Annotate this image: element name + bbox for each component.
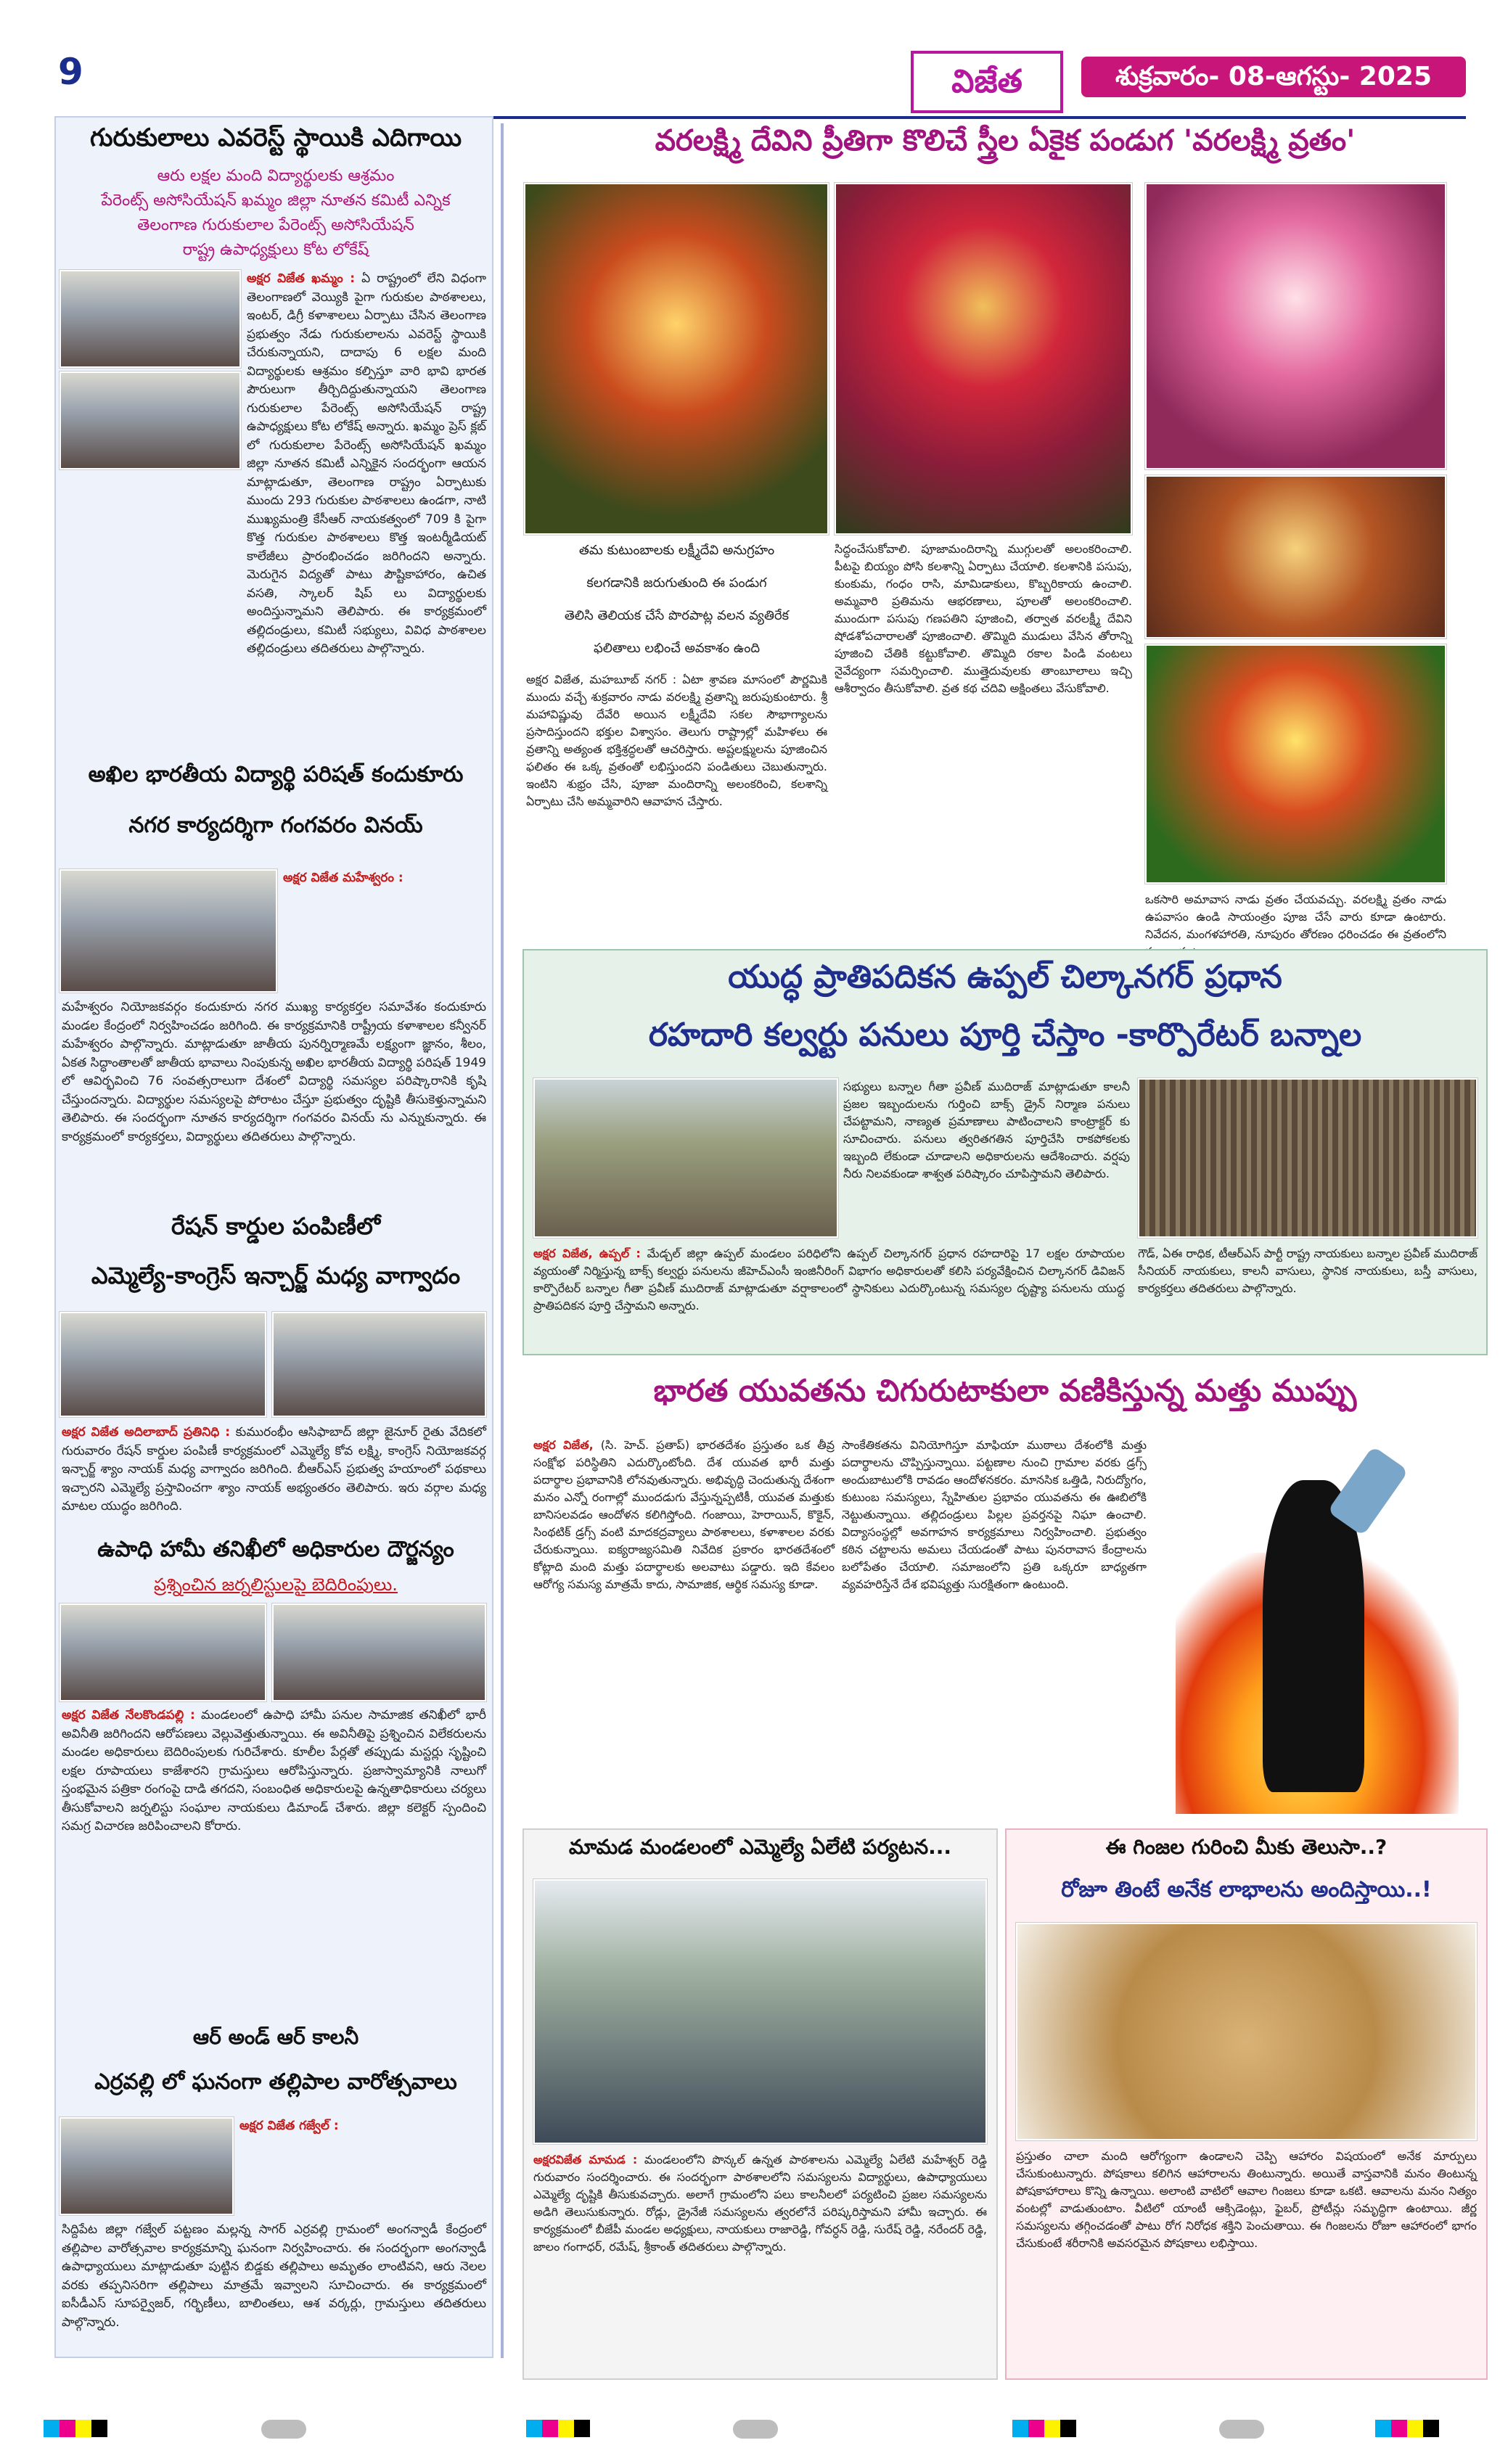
culvert-site-photo-2 [1138, 1078, 1478, 1238]
registration-mark-2 [526, 2420, 590, 2437]
seeds-body: ప్రస్తుతం చాలా మంది ఆరోగ్యంగా ఉండాలని చెప్పి ఆహారం విషయంలో అనేక మార్పులు చేసుకుంటున్నారు. పోషకాలు కలిగిన ఆహారాలను తింటున్నారు. అయితే వాస్తవానికి మనం తింటున్న పోషకాహారాలు కొన్ని ఉన్నాయి. అలాంటి వాటిలో ఆవాల గింజలు కూడా ఒకటి. ఆవాలను మనం నిత్యం వంటల్లో వాడుతుంటాం. వీటిలో యాంటీ ఆక్సిడెంట్లు, ఫైబర్, ప్రోటీన్లు సమృద్ధిగా ఉంటాయి. జీర్ణ సమస్యలను తగ్గించడంతో పాటు రోగ నిరోధక శక్తిని పెంచుతాయి. ఈ గింజలను రోజూ ఆహారంలో భాగం చేసుకుంటే శరీరానికి అవసరమైన పోషకాలు లభిస్తాయి. [1016, 2149, 1477, 2250]
story-abvp-text: మహేశ్వరం నియోజకవర్గం కందుకూరు నగర ముఖ్య కార్యకర్తల సమావేశం కందుకూరు మండల కేంద్రంలో నిర్వహించడం జరిగింది. ఈ కార్యక్రమానికి రాష్ట్రీయ కళాశాలల కన్వీనర్ మహేశ్వరం పాల్గొన్నారు. మాట్లాడుతూ జాతీయ పునర్నిర్మాణమే లక్ష్యంగా జ్ఞానం, శీలం, ఏకత సిద్ధాంతాలతో జాతీయ భావాలు నింపుకున్న అఖిల భారతీయ విద్యార్థి పరిషత్ 1949 లో ఆవిర్భవించి 76 సంవత్సరాలుగా దేశంలో విద్యార్థి సమస్యల పరిష్కారానికి కృషి చేస్తుందన్నారు. విద్యార్థుల సమస్యలపై పోరాటం చేస్తూ ప్రభుత్వం దృష్టికి తీసుకెళ్తున్నామని తెలిపారు. ఈ సందర్భంగా నూతన కార్యదర్శిగా గంగవరం వినయ్ ను ఎన్నుకున్నారు. ఈ కార్యక్రమంలో కార్యకర్తలు, విద్యార్థులు తదితరులు పాల్గొన్నారు. [62, 1000, 486, 1144]
varalakshmi-banner [522, 109, 1488, 173]
story-gurukulalu-dateline: అక్షర విజేత ఖమ్మం : [247, 271, 356, 286]
story-gurukulalu-sub-3: తెలంగాణ గురుకులాల పేరెంట్స్ అసోసియేషన్ [137, 216, 414, 234]
column-divider [501, 123, 504, 2358]
pooja-body-a: అక్షర విజేత, మహబూబ్ నగర్ : ఏటా శ్రావణ మాసంలో పౌర్ణమికి ముందు వచ్చే శుక్రవారం నాడు వరలక్ష్మి వ్రతాన్ని జరుపుకుంటారు. శ్రీ మహావిష్ణువు దేవేరి అయిన లక్ష్మీదేవి సకల సౌభాగ్యాలను ప్రసాదిస్తుందని భక్తుల విశ్వాసం. తెలుగు రాష్ట్రాల్లో మహిళలు ఈ వ్రతాన్ని అత్యంత భక్తిశ్రద్ధలతో ఆచరిస్తారు. అష్టలక్ష్ములను పూజించిన ఫలితం ఈ ఒక్క వ్రతంతో లభిస్తుందని పండితులు చెబుతున్నారు. ఇంటిని శుభ్రం చేసి, పూజా మందిరాన్ని అలంకరించి, కలశాన్ని ఏర్పాటు చేసి అమ్మవారిని ఆవాహన చేస్తారు. [526, 673, 827, 808]
culvert-body-a: మేడ్చల్ జిల్లా ఉప్పల్ మండలం పరిధిలోని ఉప్పల్ చిల్కానగర్ ప్రధాన రహదారిపై 17 లక్షల రూపాయల వ్యయంతో నిర్మిస్తున్న బాక్స్ కల్వర్టు పనులను జీహెచ్ఎంసీ ఇంజినీరింగ్ విభాగం అధికారులతో కలిసి పర్యవేక్షించిన చిల్కానగర్ డివిజన్ కార్పొరేటర్ బన్నాల గీతా ప్రవీణ్ ముదిరాజ్ మాట్లాడుతూ వర్షాకాలంలో స్థానికులు ఎదుర్కొంటున్న సమస్యల దృష్ట్యా పనులను యుద్ధ ప్రాతిపదికన పూర్తి చేస్తామని అన్నారు. [533, 1247, 1125, 1313]
story-gurukulalu-sub-4: రాష్ట్ర ఉపాధ్యక్షులు కోట లోకేష్ [182, 241, 369, 259]
mla-visit-photo [533, 1879, 987, 2144]
story-upadhi-text: మండలంలో ఉపాధి హామీ పనుల సామాజిక తనిఖీలో భారీ అవినీతి జరిగిందని ఆరోపణలు వెల్లువెత్తుతున్నాయి. ఈ అవినీతిపై ప్రశ్నించిన విలేకరులను మండల అధికారులు బెదిరింపులకు గురిచేశారు. కూలీల పేర్లతో తప్పుడు మస్టర్లు సృష్టించి లక్షల రూపాయలు కాజేశారని గ్రామస్తులు ఆరోపిస్తున్నారు. ప్రజాస్వామ్యానికి నాలుగో స్తంభమైన పత్రికా రంగంపై దాడి తగదని, సంబంధిత అధికారులపై ఉన్నతాధికారులు చర్యలు తీసుకోవాలని జర్నలిస్టు సంఘాల నాయకులు డిమాండ్ చేశారు. జిల్లా కలెక్టర్ స్పందించి సమగ్ర విచారణ జరిపించాలని కోరారు. [62, 1708, 487, 1833]
story-upadhi-sub: ప్రశ్నించిన జర్నలిస్టులపై బెదిరింపులు. [154, 1574, 398, 1595]
pooja-caption-line-2: కలగడానికి జరుగుతుంది ఈ పండుగ [586, 575, 767, 591]
registration-mark-1 [44, 2420, 107, 2437]
issue-date: శుక్రవారం- 08-ఆగస్టు- 2025 [1081, 57, 1466, 97]
upadhi-photo-1 [60, 1603, 266, 1701]
story-abvp-headline-1: అఖిల భారతీయ విద్యార్థి పరిషత్ కందుకూరు [88, 762, 464, 787]
drugs-headline: భారత యువతను చిగురుటాకులా వణికిస్తున్న మత్తు ముప్పు [653, 1373, 1357, 1408]
pooja-photo-2 [835, 183, 1132, 535]
story-abvp-dateline: అక్షర విజేత మహేశ్వరం : [283, 871, 403, 885]
pooja-caption-line-1: తమ కుటుంబాలకు లక్ష్మీదేవి అనుగ్రహం [578, 543, 775, 558]
pooja-caption-line-3: తెలిసి తెలియక చేసే పొరపాట్ల వలన వ్యతిరేక [564, 608, 790, 623]
mustard-seeds-photo [1016, 1923, 1477, 2140]
culvert-dateline: అక్షర విజేత, ఉప్పల్ : [533, 1247, 641, 1260]
story-ration-headline-2: ఎమ్మెల్యే-కాంగ్రెస్ ఇన్చార్జ్ మధ్య వాగ్వాదం [91, 1262, 461, 1289]
story-gurukulalu-headline: గురుకులాలు ఎవరెస్ట్ స్థాయికి ఎదిగాయి [89, 123, 462, 152]
story-abvp-headline-2: నగర కార్యదర్శిగా గంగవరం వినయ్ [128, 813, 423, 838]
registration-mark-4 [1375, 2420, 1439, 2437]
story-rr-colony-headline-2: ఎర్రవల్లి లో ఘనంగా తల్లిపాల వారోత్సవాలు [94, 2069, 457, 2095]
upadhi-photo-2 [272, 1603, 486, 1701]
pooja-caption-line-4: ఫలితాలు లభించే అవకాశం ఉంది [593, 641, 761, 656]
page-number: 9 [58, 51, 104, 102]
story-upadhi-dateline: అక్షర విజేత నేలకొండపల్లి : [62, 1708, 195, 1722]
story-gurukulalu-text: ఏ రాష్ట్రంలో లేని విధంగా తెలంగాణలో వెయ్యికి పైగా గురుకుల పాఠశాలలు, ఇంటర్, డిగ్రీ కళాశాలలు ఏర్పాటు చేసిన తెలంగాణ ప్రభుత్వం నేడు గురుకులాలను ఎవరెస్ట్ స్థాయికి చేరుకున్నాయని, దాదాపు 6 లక్షల మంది విద్యార్థులకు ఆశ్రమం కల్పిస్తూ వారి భావి భారత పౌరులుగా తీర్చిదిద్దుతున్నాయని తెలంగాణ గురుకులాల పేరెంట్స్ అసోసియేషన్ రాష్ట్ర ఉపాధ్యక్షులు కోట లోకేష్ అన్నారు. ఖమ్మం ప్రెస్ క్లబ్ లో గురుకులాల పేరెంట్స్ అసోసియేషన్ ఖమ్మం జిల్లా నూతన కమిటీ ఎన్నికైన సందర్భంగా ఆయన మాట్లాడుతూ, తెలంగాణ రాష్ట్రం ఏర్పాటుకు ముందు 293 గురుకుల పాఠశాలలు ఉండగా, నాటి ముఖ్యమంత్రి కేసీఆర్ నాయకత్వంలో 709 కి పైగా కొత్త గురుకుల పాఠశాలలు కొత్త ఇంటర్మీడియట్ కాలేజీలు ప్రారంభించడం జరిగిందని అన్నారు. మెరుగైన విద్యతో పాటు పౌష్టికాహారం, ఉచిత వసతి, స్కాలర్ షిప్ లు విద్యార్థులకు అందిస్తున్నామని తెలిపారు. ఈ కార్యక్రమంలో తల్లిదండ్రులు, కమిటీ సభ్యులు, వివిధ పాఠశాలల తల్లిదండ్రులు తదితరులు పాల్గొన్నారు. [247, 271, 487, 656]
press-club-photo-1 [60, 270, 241, 368]
ration-card-photo-1 [60, 1312, 266, 1417]
culvert-body [533, 1245, 1125, 1350]
story-upadhi-body [62, 1707, 486, 2011]
culvert-site-photo-1 [533, 1078, 838, 1238]
drugs-body-a-block [533, 1437, 835, 1814]
drugs-body-b: సాంకేతికతను వినియోగిస్తూ మాఫియా ముఠాలు దేశంలోకి మత్తు పదార్థాలను చొప్పిస్తున్నాయి. పట్టణాల నుంచి గ్రామాల వరకు డ్రగ్స్ అందుబాటులోకి రావడం ఆందోళనకరం. మానసిక ఒత్తిడి, నిరుద్యోగం, కుటుంబ సమస్యలు, స్నేహితుల ప్రభావం యువతను ఈ ఊబిలోకి నెట్టుతున్నాయి. తల్లిదండ్రులు పిల్లల ప్రవర్తనపై నిఘా ఉంచాలి. విద్యాసంస్థల్లో అవగాహన కార్యక్రమాలు నిర్వహించాలి. ప్రభుత్వం కఠిన చట్టాలను అమలు చేయడంతో పాటు పునరావాస కేంద్రాలను బలోపేతం చేయాలి. సమాజంలోని ప్రతి ఒక్కరూ బాధ్యతగా వ్యవహరిస్తేనే దేశ భవిష్యత్తు సురక్షితంగా ఉంటుంది. [842, 1438, 1147, 1591]
story-rr-colony-headline-1: ఆర్ అండ్ ఆర్ కాలనీ [192, 2025, 359, 2049]
story-gurukulalu-sub-2: పేరెంట్స్ అసోసియేషన్ ఖమ్మం జిల్లా నూతన కమిటీ ఎన్నిక [101, 192, 451, 210]
pooja-photo-5 [1145, 644, 1446, 884]
pooja-photo-3 [1145, 183, 1446, 469]
registration-pill-1 [261, 2420, 306, 2439]
story-rr-colony-text: సిద్దిపేట జిల్లా గజ్వేల్ పట్టణం మల్లన్న సాగర్ ఎర్రవల్లి గ్రామంలో అంగన్వాడీ కేంద్రంలో తల్లిపాల వారోత్సవాల కార్యక్రమాన్ని ఘనంగా నిర్వహించారు. ఈ సందర్భంగా అంగన్వాడీ ఉపాధ్యాయులు మాట్లాడుతూ పుట్టిన బిడ్డకు తల్లిపాలు అమృతం లాంటివని, ఆరు నెలల వరకు తప్పనిసరిగా తల్లిపాలు మాత్రమే ఇవ్వాలని సూచించారు. ఈ కార్యక్రమంలో ఐసీడీఎస్ సూపర్వైజర్, గర్భిణీలు, బాలింతలు, ఆశ వర్కర్లు, గ్రామస్తులు తదితరులు పాల్గొన్నారు. [62, 2222, 486, 2330]
drugs-illustration [1154, 1437, 1480, 1814]
culvert-body-c: గౌడ్, ఏఈ రాధిక, టీఆర్ఎస్ పార్టీ రాష్ట్ర నాయకులు బన్నాల ప్రవీణ్ ముదిరాజ్ సీనియర్ నాయకులు, కాలనీ వాసులు, స్థానిక నాయకులు, బస్తీ వాసులు, కార్యకర్తలు తదితరులు పాల్గొన్నారు. [1138, 1247, 1478, 1295]
story-abvp-body [62, 890, 486, 1202]
pooja-body-c: ఒకసారి అమావాస నాడు వ్రతం చేయవచ్చు. వరలక్ష్మి వ్రతం నాడు ఉపవాసం ఉండి సాయంత్రం పూజ చేసే వారు కూడా ఉంటారు. నివేదన, మంగళహారతి, నూపురం తోరణం ధరించడం ఈ వ్రతంలోని [1145, 892, 1446, 941]
mamada-dateline: అక్షరవిజేత మామడ : [533, 2153, 638, 2167]
ration-card-photo-2 [272, 1312, 486, 1417]
varalakshmi-headline: వరలక్ష్మి దేవిని ప్రీతిగా కొలిచే స్త్రీల ఏకైక పండుగ 'వరలక్ష్మి వ్రతం' [655, 124, 1356, 157]
culvert-body-b: సభ్యులు బన్నాల గీతా ప్రవీణ్ ముదిరాజ్ మాట్లాడుతూ కాలనీ ప్రజల ఇబ్బందులను గుర్తించి బాక్స్ డ్రైన్ నిర్మాణ పనులు చేపట్టామని, నాణ్యత ప్రమాణాలు పాటించాలని కాంట్రాక్టర్ కు సూచించారు. పనులు త్వరితగతిన పూర్తిచేసి రాకపోకలకు ఇబ్బంది లేకుండా చూడాలని అధికారులను ఆదేశించారు. వర్షపు నీరు నిలవకుండా శాశ్వత పరిష్కారం చూపిస్తామని తెలిపారు. [843, 1080, 1130, 1180]
registration-pill-3 [1219, 2420, 1264, 2439]
culvert-headline-2: రహదారి కల్వర్టు పనులు పూర్తి చేస్తాం -కార్పొరేటర్ బన్నాల [648, 1017, 1362, 1054]
registration-pill-2 [733, 2420, 778, 2439]
story-ration-text: కుమురంభీం ఆసిఫాబాద్ జిల్లా జైనూర్ రైతు వేదికలో గురువారం రేషన్ కార్డుల పంపిణీ కార్యక్రమంలో ఎమ్మెల్యే కోవ లక్ష్మి, కాంగ్రెస్ నియోజకవర్గ ఇన్చార్జ్ శ్యాం నాయక్ మధ్య వాగ్వాదం జరిగింది. బీఆర్ఎస్ ప్రభుత్వ హయాంలో పథకాలు ఇచ్చారని ఎమ్మెల్యే ప్రస్తావించగా శ్యాం నాయక్ అభ్యంతరం తెలిపారు. ఇరు వర్గాల మధ్య మాటల యుద్ధం జరిగింది. [62, 1425, 486, 1514]
story-upadhi-headline: ఉపాధి హామీ తనిఖీలో అధికారుల దౌర్జన్యం [97, 1537, 454, 1562]
pooja-body-b: సిద్ధంచేసుకోవాలి. పూజామందిరాన్ని ముగ్గులతో అలంకరించాలి. పీటపై బియ్యం పోసి కలశాన్ని ఏర్పాటు చేయాలి. కలశానికి పసుపు, కుంకుమ, గంధం రాసి, మామిడాకులు, కొబ్బరికాయ ఉంచాలి. అమ్మవారి ప్రతిమను ఆభరణాలు, పూలతో అలంకరించాలి. ముందుగా పసుపు గణపతిని పూజించి, తర్వాత వరలక్ష్మీ దేవిని షోడశోపచారాలతో పూజించాలి. తొమ్మిది ముడులు వేసిన తోరాన్ని పూజించి చేతికి కట్టుకోవాలి. తొమ్మిది రకాల పిండి వంటలు నైవేద్యంగా సమర్పించాలి. ముత్తైదువులకు తాంబూలాలు ఇచ్చి ఆశీర్వాదం తీసుకోవాలి. వ్రత కథ చదివి అక్షింతలు వేసుకోవాలి. [835, 542, 1132, 695]
seeds-headline-2: రోజూ తింటే అనేక లాభాలను అందిస్తాయి..! [1061, 1877, 1432, 1902]
story-ration-headline-1: రేషన్ కార్డుల పంపిణీలో [171, 1212, 381, 1240]
story-ration-dateline: అక్షర విజేత అదిలాబాద్ ప్రతినిధి : [62, 1425, 231, 1440]
registration-mark-3 [1012, 2420, 1076, 2437]
story-rr-colony-body [62, 2137, 486, 2355]
mamada-body-block [533, 2151, 987, 2373]
story-gurukulalu-body [247, 270, 487, 656]
seeds-headline-1: ఈ గింజల గురించి మీకు తెలుసా..? [1105, 1835, 1388, 1859]
culvert-headline-1: యుద్ధ ప్రాతిపదికన ఉప్పల్ చిల్కానగర్ ప్రధాన [728, 958, 1282, 995]
story-rr-colony-dateline: అక్షర విజేత గజ్వేల్ : [239, 2119, 339, 2133]
drugs-dateline: అక్షర విజేత, [533, 1438, 594, 1452]
pooja-photo-4 [1145, 475, 1446, 638]
pooja-photo-1 [524, 183, 829, 535]
drugs-body-a: (సి. హెచ్. ప్రతాప్) భారతదేశం ప్రస్తుతం ఒక తీవ్ర సంక్షోభ పరిస్థితిని ఎదుర్కొంటోంది. దేశ యువత భారీ మత్తు పదార్థాల ప్రభావానికి లోనవుతున్నారు. అభివృద్ధి చెందుతున్న దేశంగా మనం ఎన్నో రంగాల్లో ముందడుగు వేస్తున్నప్పటికీ, యువత మత్తుకు బానిసలవడం ఆందోళన కలిగిస్తోంది. గంజాయి, హెరాయిన్, కొకైన్, సింథటిక్ డ్రగ్స్ వంటి మాదకద్రవ్యాలు పాఠశాలలు, కళాశాలల వరకు చేరుకున్నాయి. ఐక్యరాజ్యసమితి నివేదిక ప్రకారం భారతదేశంలో కోట్లాది మంది మత్తు పదార్థాలకు అలవాటు పడ్డారు. ఇది కేవలం ఆరోగ్య సమస్య మాత్రమే కాదు, సామాజిక, ఆర్థిక సమస్య కూడా. [533, 1438, 835, 1591]
mamada-headline: మామడ మండలంలో ఎమ్మెల్యే ఏలేటి పర్యటన... [568, 1835, 952, 1859]
story-gurukulalu-sub-1: ఆరు లక్షల మంది విద్యార్థులకు ఆశ్రమం [157, 167, 395, 185]
masthead-logo: విజేత [911, 51, 1063, 113]
story-ration-body [62, 1424, 486, 1532]
press-club-photo-2 [60, 371, 241, 469]
mamada-body: మండలంలోని పొన్కల్ ఉన్నత పాఠశాలను ఎమ్మెల్యే ఏలేటి మహేశ్వర్ రెడ్డి గురువారం సందర్శించారు. ఈ సందర్భంగా పాఠశాలలోని సమస్యలను విద్యార్థులు, ఉపాధ్యాయులు ఎమ్మెల్యే దృష్టికి తీసుకువచ్చారు. అలాగే గ్రామంలోని పలు కాలనీలలో పర్యటించి ప్రజల సమస్యలను అడిగి తెలుసుకున్నారు. రోడ్లు, డ్రైనేజీ సమస్యలను త్వరలోనే పరిష్కరిస్తామని హామీ ఇచ్చారు. ఈ కార్యక్రమంలో బీజేపీ మండల అధ్యక్షులు, నాయకులు రాజారెడ్డి, గోవర్ధన్ రెడ్డి, సురేష్ రెడ్డి, నరేందర్ రెడ్డి, జాలం గంగాధర్, రమేష్, శ్రీకాంత్ తదితరులు పాల్గొన్నారు. [533, 2153, 987, 2254]
